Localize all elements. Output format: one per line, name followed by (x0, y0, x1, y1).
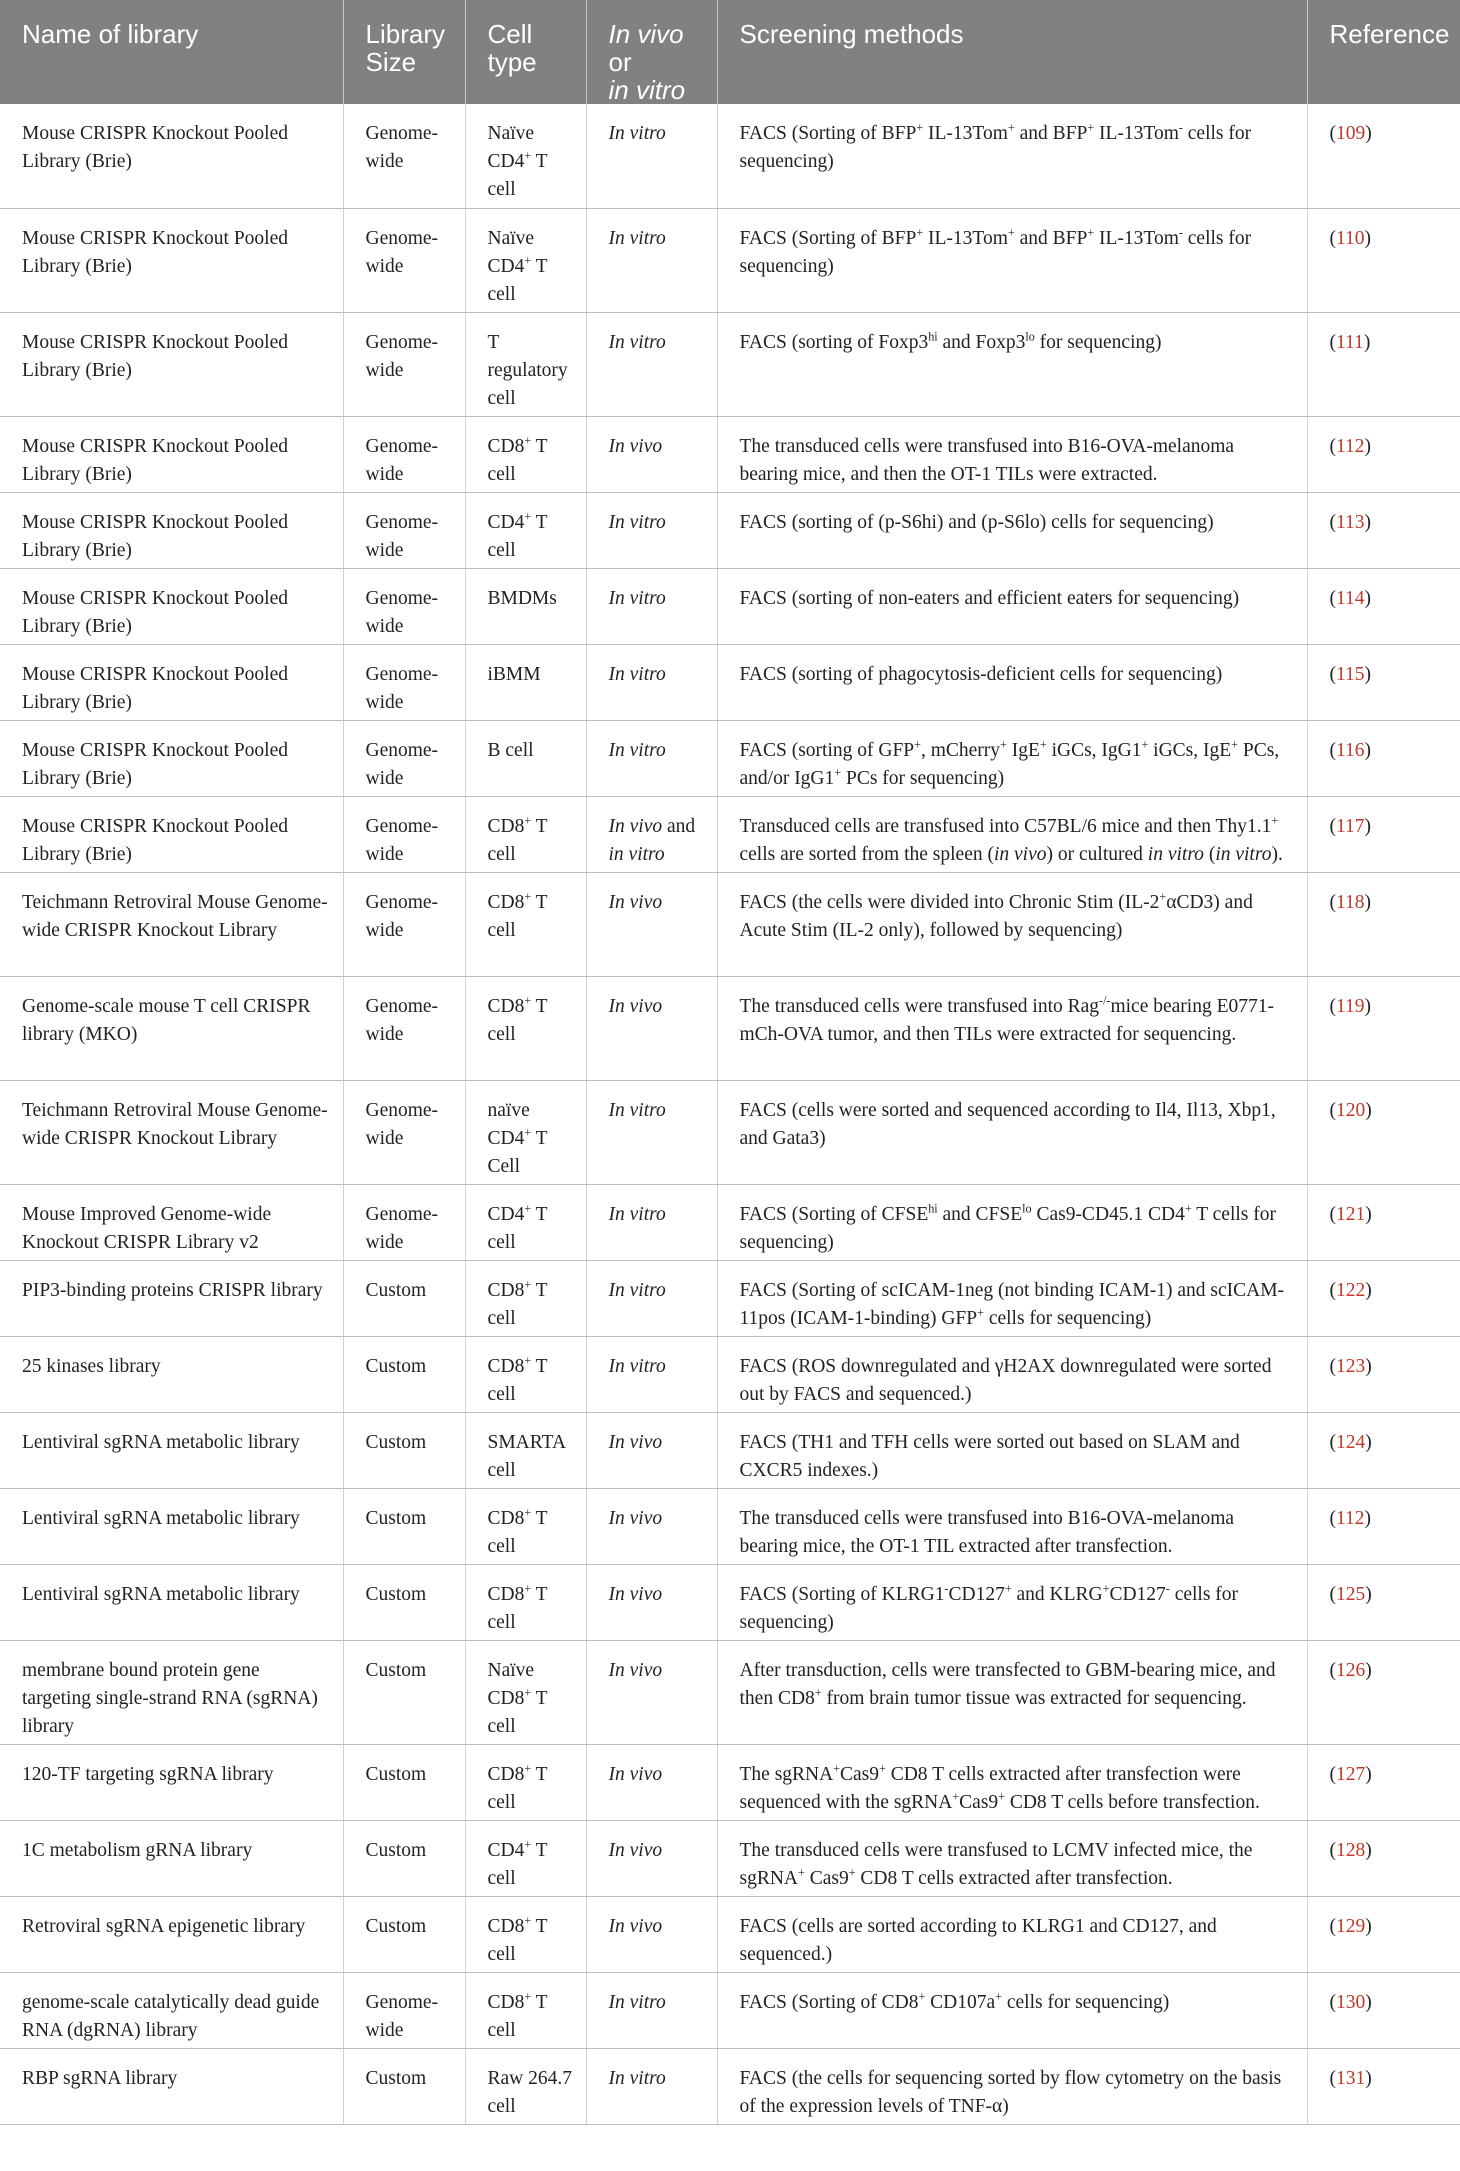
table-row (0, 796, 1460, 872)
table-row (0, 976, 1460, 1080)
cell-cell-type: CD8+ T cell (465, 1488, 586, 1564)
cell-reference: (124) (1307, 1412, 1460, 1488)
cell-library-name: Mouse CRISPR Knockout Pooled Library (Brie) (0, 492, 343, 568)
reference-link[interactable]: 124 (1336, 1431, 1366, 1453)
cell-cell-type: CD8+ T cell (465, 416, 586, 492)
cell-env: In vitro (586, 312, 717, 416)
cell-env: In vitro (586, 644, 717, 720)
header-env-or: or (608, 47, 632, 77)
cell-reference: (129) (1307, 1896, 1460, 1972)
cell-library-size: Genome-wide (343, 104, 465, 208)
cell-reference: (123) (1307, 1336, 1460, 1412)
cell-env: In vivo (586, 1412, 717, 1488)
cell-library-size: Genome-wide (343, 720, 465, 796)
cell-cell-type: Naïve CD4+ T cell (465, 208, 586, 312)
cell-cell-type: CD8+ T cell (465, 796, 586, 872)
cell-env: In vivo (586, 872, 717, 976)
cell-library-name: Mouse CRISPR Knockout Pooled Library (Brie) (0, 104, 343, 208)
table-body (0, 104, 1460, 2124)
cell-cell-type: CD8+ T cell (465, 1896, 586, 1972)
cell-env: In vivo (586, 976, 717, 1080)
cell-env: In vivo (586, 1896, 717, 1972)
cell-screening-method: FACS (Sorting of CD8+ CD107a+ cells for sequencing) (717, 1972, 1307, 2048)
header-size: Library Size (343, 0, 465, 104)
cell-library-size: Custom (343, 2048, 465, 2124)
reference-link[interactable]: 116 (1336, 739, 1365, 761)
table-row (0, 1184, 1460, 1260)
cell-screening-method: The transduced cells were transfused into Rag-/-mice bearing E0771-mCh-OVA tumor, and then TILs were extracted for sequencing. (717, 976, 1307, 1080)
reference-link[interactable]: 110 (1336, 227, 1365, 249)
cell-env: In vivo (586, 1820, 717, 1896)
cell-screening-method: FACS (cells are sorted according to KLRG1 and CD127, and sequenced.) (717, 1896, 1307, 1972)
table-row (0, 2048, 1460, 2124)
cell-library-name: Mouse CRISPR Knockout Pooled Library (Brie) (0, 312, 343, 416)
cell-library-size: Custom (343, 1260, 465, 1336)
table-row (0, 1080, 1460, 1184)
cell-library-size: Genome-wide (343, 568, 465, 644)
cell-screening-method: FACS (Sorting of KLRG1-CD127+ and KLRG+CD127- cells for sequencing) (717, 1564, 1307, 1640)
cell-library-name: Mouse CRISPR Knockout Pooled Library (Brie) (0, 796, 343, 872)
cell-cell-type: Raw 264.7 cell (465, 2048, 586, 2124)
cell-cell-type: CD4+ T cell (465, 492, 586, 568)
cell-library-size: Custom (343, 1640, 465, 1744)
cell-library-size: Genome-wide (343, 416, 465, 492)
cell-screening-method: FACS (Sorting of BFP+ IL-13Tom+ and BFP+ IL-13Tom- cells for sequencing) (717, 208, 1307, 312)
cell-env: In vitro (586, 1260, 717, 1336)
cell-screening-method: FACS (TH1 and TFH cells were sorted out based on SLAM and CXCR5 indexes.) (717, 1412, 1307, 1488)
cell-library-size: Custom (343, 1412, 465, 1488)
table-row (0, 872, 1460, 976)
reference-link[interactable]: 126 (1336, 1659, 1366, 1681)
cell-library-name: genome-scale catalytically dead guide RNA (dgRNA) library (0, 1972, 343, 2048)
table-row (0, 1412, 1460, 1488)
cell-library-name: Lentiviral sgRNA metabolic library (0, 1412, 343, 1488)
cell-screening-method: FACS (ROS downregulated and γH2AX downregulated were sorted out by FACS and sequenced.) (717, 1336, 1307, 1412)
cell-library-name: Mouse CRISPR Knockout Pooled Library (Brie) (0, 416, 343, 492)
cell-reference: (116) (1307, 720, 1460, 796)
cell-screening-method: The sgRNA+Cas9+ CD8 T cells extracted after transfection were sequenced with the sgRNA+Cas9+ CD8 T cells before transfection. (717, 1744, 1307, 1820)
cell-reference: (125) (1307, 1564, 1460, 1640)
cell-reference: (112) (1307, 1488, 1460, 1564)
cell-library-name: PIP3-binding proteins CRISPR library (0, 1260, 343, 1336)
cell-library-size: Genome-wide (343, 1080, 465, 1184)
reference-link[interactable]: 123 (1336, 1355, 1366, 1377)
reference-link[interactable]: 112 (1336, 435, 1365, 457)
cell-library-name: RBP sgRNA library (0, 2048, 343, 2124)
cell-env: In vitro (586, 1080, 717, 1184)
cell-reference: (126) (1307, 1640, 1460, 1744)
reference-link[interactable]: 113 (1336, 511, 1365, 533)
cell-reference: (111) (1307, 312, 1460, 416)
cell-cell-type: Naïve CD8+ T cell (465, 1640, 586, 1744)
cell-reference: (118) (1307, 872, 1460, 976)
cell-env: In vitro (586, 1336, 717, 1412)
cell-library-size: Genome-wide (343, 872, 465, 976)
cell-cell-type: CD8+ T cell (465, 1260, 586, 1336)
cell-library-name: Mouse CRISPR Knockout Pooled Library (Brie) (0, 208, 343, 312)
cell-screening-method: FACS (sorting of (p-S6hi) and (p-S6lo) cells for sequencing) (717, 492, 1307, 568)
cell-library-name: Lentiviral sgRNA metabolic library (0, 1488, 343, 1564)
reference-link[interactable]: 125 (1336, 1583, 1366, 1605)
cell-cell-type: T regulatory cell (465, 312, 586, 416)
table-row (0, 492, 1460, 568)
cell-library-name: Genome-scale mouse T cell CRISPR library (MKO) (0, 976, 343, 1080)
cell-library-name: Lentiviral sgRNA metabolic library (0, 1564, 343, 1640)
cell-reference: (121) (1307, 1184, 1460, 1260)
cell-env: In vitro (586, 492, 717, 568)
table-row (0, 312, 1460, 416)
cell-env: In vivo (586, 1488, 717, 1564)
reference-link[interactable]: 130 (1336, 1991, 1366, 2013)
cell-env: In vitro (586, 568, 717, 644)
cell-screening-method: The transduced cells were transfused to LCMV infected mice, the sgRNA+ Cas9+ CD8 T cells extracted after transfection. (717, 1820, 1307, 1896)
cell-env: In vivo (586, 1744, 717, 1820)
cell-library-size: Genome-wide (343, 1184, 465, 1260)
reference-link[interactable]: 115 (1336, 663, 1365, 685)
table-row (0, 1640, 1460, 1744)
cell-env: In vitro (586, 1184, 717, 1260)
reference-link[interactable]: 111 (1336, 331, 1364, 353)
cell-cell-type: BMDMs (465, 568, 586, 644)
cell-env: In vivo (586, 1564, 717, 1640)
reference-link[interactable]: 109 (1336, 123, 1366, 144)
cell-env: In vivo and in vitro (586, 796, 717, 872)
cell-library-size: Genome-wide (343, 644, 465, 720)
cell-library-name: Mouse CRISPR Knockout Pooled Library (Brie) (0, 568, 343, 644)
cell-library-name: Retroviral sgRNA epigenetic library (0, 1896, 343, 1972)
table-row (0, 1744, 1460, 1820)
header-env-vivo: In vivo (608, 19, 684, 49)
reference-link[interactable]: 131 (1336, 2067, 1366, 2089)
cell-screening-method: FACS (sorting of phagocytosis-deficient cells for sequencing) (717, 644, 1307, 720)
cell-env: In vitro (586, 2048, 717, 2124)
cell-screening-method: After transduction, cells were transfected to GBM-bearing mice, and then CD8+ from brain tumor tissue was extracted for sequencing. (717, 1640, 1307, 1744)
cell-cell-type: SMARTA cell (465, 1412, 586, 1488)
cell-cell-type: B cell (465, 720, 586, 796)
cell-library-name: Mouse CRISPR Knockout Pooled Library (Brie) (0, 644, 343, 720)
header-env (586, 0, 717, 104)
cell-screening-method: FACS (Sorting of BFP+ IL-13Tom+ and BFP+ IL-13Tom- cells for sequencing) (717, 104, 1307, 208)
header-cell: Cell type (465, 0, 586, 104)
reference-link[interactable]: 127 (1336, 1763, 1366, 1785)
cell-reference: (112) (1307, 416, 1460, 492)
cell-reference: (117) (1307, 796, 1460, 872)
cell-reference: (113) (1307, 492, 1460, 568)
header-row (0, 0, 1460, 104)
cell-cell-type: CD4+ T cell (465, 1820, 586, 1896)
cell-screening-method: The transduced cells were transfused into B16-OVA-melanoma bearing mice, and then the OT-1 TILs were extracted. (717, 416, 1307, 492)
cell-screening-method: The transduced cells were transfused into B16-OVA-melanoma bearing mice, the OT-1 TIL extracted after transfection. (717, 1488, 1307, 1564)
reference-link[interactable]: 122 (1336, 1279, 1366, 1301)
cell-screening-method: FACS (the cells were divided into Chronic Stim (IL-2+αCD3) and Acute Stim (IL-2 only), followed by sequencing) (717, 872, 1307, 976)
table-row (0, 1972, 1460, 2048)
cell-library-name: Teichmann Retroviral Mouse Genome-wide CRISPR Knockout Library (0, 872, 343, 976)
cell-env: In vitro (586, 720, 717, 796)
table-row (0, 568, 1460, 644)
cell-reference: (120) (1307, 1080, 1460, 1184)
cell-reference: (119) (1307, 976, 1460, 1080)
cell-reference: (131) (1307, 2048, 1460, 2124)
table-row (0, 104, 1460, 208)
cell-library-size: Custom (343, 1564, 465, 1640)
cell-env: In vitro (586, 1972, 717, 2048)
cell-cell-type: CD8+ T cell (465, 1564, 586, 1640)
cell-library-name: membrane bound protein gene targeting single-strand RNA (sgRNA) library (0, 1640, 343, 1744)
table-row (0, 1896, 1460, 1972)
cell-library-size: Genome-wide (343, 492, 465, 568)
cell-library-name: 120-TF targeting sgRNA library (0, 1744, 343, 1820)
table-row (0, 1488, 1460, 1564)
cell-cell-type: Naïve CD4+ T cell (465, 104, 586, 208)
cell-library-size: Genome-wide (343, 312, 465, 416)
table-row (0, 1336, 1460, 1412)
cell-library-name: Teichmann Retroviral Mouse Genome-wide CRISPR Knockout Library (0, 1080, 343, 1184)
cell-env: In vitro (586, 104, 717, 208)
reference-link[interactable]: 129 (1336, 1915, 1366, 1937)
cell-cell-type: CD8+ T cell (465, 872, 586, 976)
cell-reference: (110) (1307, 208, 1460, 312)
reference-link[interactable]: 114 (1336, 587, 1365, 609)
cell-reference: (115) (1307, 644, 1460, 720)
table-row (0, 1820, 1460, 1896)
cell-reference: (109) (1307, 104, 1460, 208)
cell-screening-method: FACS (sorting of GFP+, mCherry+ IgE+ iGCs, IgG1+ iGCs, IgE+ PCs, and/or IgG1+ PCs for sequencing) (717, 720, 1307, 796)
cell-cell-type: CD8+ T cell (465, 1336, 586, 1412)
cell-library-size: Custom (343, 1488, 465, 1564)
table-row (0, 1564, 1460, 1640)
cell-reference: (127) (1307, 1744, 1460, 1820)
cell-library-size: Genome-wide (343, 208, 465, 312)
cell-reference: (114) (1307, 568, 1460, 644)
cell-env: In vivo (586, 416, 717, 492)
cell-library-size: Custom (343, 1896, 465, 1972)
cell-cell-type: CD8+ T cell (465, 1744, 586, 1820)
table-header (0, 0, 1460, 104)
cell-library-size: Genome-wide (343, 976, 465, 1080)
table-row (0, 1260, 1460, 1336)
reference-link[interactable]: 121 (1336, 1203, 1366, 1225)
cell-library-size: Custom (343, 1336, 465, 1412)
table-row (0, 720, 1460, 796)
cell-cell-type: CD4+ T cell (465, 1184, 586, 1260)
cell-reference: (122) (1307, 1260, 1460, 1336)
reference-link[interactable]: 117 (1336, 815, 1365, 837)
cell-library-size: Genome-wide (343, 1972, 465, 2048)
reference-link[interactable]: 120 (1336, 1099, 1366, 1121)
header-name: Name of library (0, 0, 343, 104)
cell-cell-type: CD8+ T cell (465, 976, 586, 1080)
reference-link[interactable]: 112 (1336, 1507, 1365, 1529)
header-reference: Reference (1307, 0, 1460, 104)
cell-library-name: 1C metabolism gRNA library (0, 1820, 343, 1896)
reference-link[interactable]: 128 (1336, 1839, 1366, 1861)
header-env-vitro: in vitro (608, 75, 686, 105)
cell-screening-method: FACS (Sorting of scICAM-1neg (not binding ICAM-1) and scICAM-11pos (ICAM-1-binding) GFP+ cells for sequencing) (717, 1260, 1307, 1336)
cell-env: In vivo (586, 1640, 717, 1744)
cell-screening-method: FACS (sorting of non-eaters and efficient eaters for sequencing) (717, 568, 1307, 644)
table-row (0, 416, 1460, 492)
cell-screening-method: Transduced cells are transfused into C57BL/6 mice and then Thy1.1+ cells are sorted from the spleen (in vivo) or cultured in vitro (in vitro). (717, 796, 1307, 872)
cell-screening-method: FACS (cells were sorted and sequenced according to Il4, Il13, Xbp1, and Gata3) (717, 1080, 1307, 1184)
header-methods: Screening methods (717, 0, 1307, 104)
cell-cell-type: iBMM (465, 644, 586, 720)
cell-cell-type: CD8+ T cell (465, 1972, 586, 2048)
cell-screening-method: FACS (Sorting of $CFSE^{hi}$ and $CFSE^{lo}$ Cas9-CD45.1 CD4+ T cells for sequencing) (717, 1184, 1307, 1260)
cell-screening-method: FACS (sorting of $Foxp3^{hi}$ and $Foxp3^{lo}$ for sequencing) (717, 312, 1307, 416)
cell-library-size: Custom (343, 1820, 465, 1896)
cell-library-size: Genome-wide (343, 796, 465, 872)
cell-cell-type: naïve CD4+ T Cell (465, 1080, 586, 1184)
cell-reference: (128) (1307, 1820, 1460, 1896)
cell-env: In vitro (586, 208, 717, 312)
cell-library-name: Mouse CRISPR Knockout Pooled Library (Brie) (0, 720, 343, 796)
cell-library-name: 25 kinases library (0, 1336, 343, 1412)
cell-library-name: Mouse Improved Genome-wide Knockout CRISPR Library v2 (0, 1184, 343, 1260)
table-row (0, 208, 1460, 312)
cell-library-size: Custom (343, 1744, 465, 1820)
cell-screening-method: FACS (the cells for sequencing sorted by flow cytometry on the basis of the expression levels of TNF-α) (717, 2048, 1307, 2124)
cell-reference: (130) (1307, 1972, 1460, 2048)
reference-link[interactable]: 119 (1336, 995, 1365, 1017)
table-row (0, 644, 1460, 720)
reference-link[interactable]: 118 (1336, 891, 1365, 913)
